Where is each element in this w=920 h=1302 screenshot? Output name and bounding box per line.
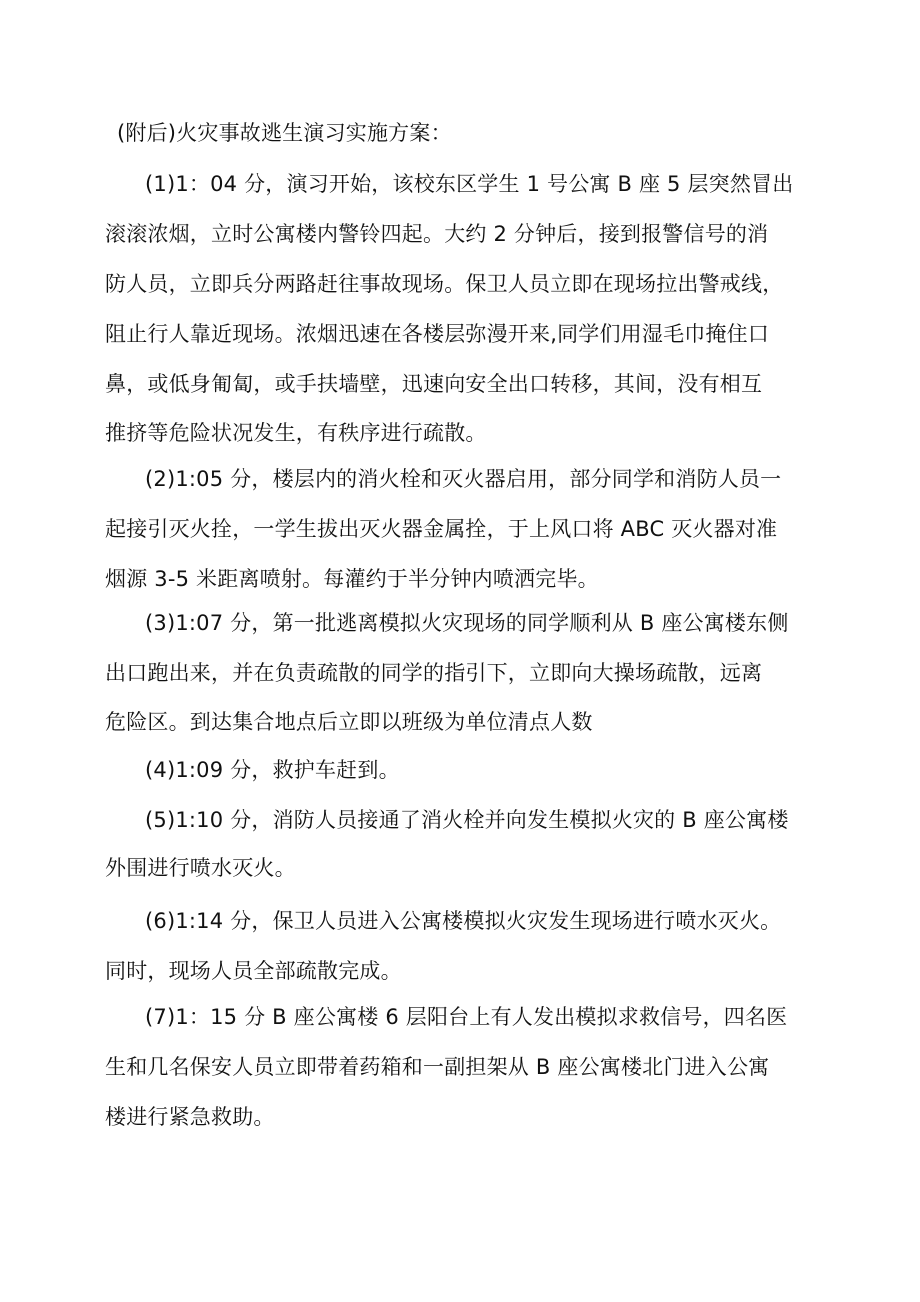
paragraph-line: (6)1:14 分，保卫人员进入公寓楼模拟火灾发生现场进行喷水灭火。 xyxy=(145,909,782,933)
paragraph-line: 楼进行紧急救助。 xyxy=(105,1105,275,1129)
paragraph-line: 阻止行人靠近现场。浓烟迅速在各楼层弥漫开来,同学们用湿毛巾掩住口 xyxy=(105,322,770,346)
paragraph-line: 危险区。到达集合地点后立即以班级为单位清点人数 xyxy=(105,710,593,734)
paragraph-line: 同时，现场人员全部疏散完成。 xyxy=(105,959,402,983)
document-heading: (附后)火灾事故逃生演习实施方案： xyxy=(117,121,452,145)
paragraph-line: (2)1:05 分，楼层内的消火栓和灭火器启用，部分同学和消防人员一 xyxy=(145,467,782,491)
paragraph-line: (4)1:09 分，救护车赶到。 xyxy=(145,758,400,782)
paragraph-line: 生和几名保安人员立即带着药箱和一副担架从 B 座公寓楼北门进入公寓 xyxy=(105,1055,770,1079)
paragraph-line: 滚滚浓烟，立时公寓楼内警铃四起。大约 2 分钟后，接到报警信号的消 xyxy=(105,222,769,246)
paragraph-line: (1)1：04 分，演习开始，该校东区学生 1 号公寓 B 座 5 层突然冒出 xyxy=(145,172,794,196)
paragraph-line: 鼻，或低身匍匐，或手扶墙壁，迅速向安全出口转移，其间，没有相互 xyxy=(105,372,763,396)
paragraph-line: 推挤等危险状况发生，有秩序进行疏散。 xyxy=(105,421,487,445)
paragraph-line: (5)1:10 分，消防人员接通了消火栓并向发生模拟火灾的 B 座公寓楼 xyxy=(145,808,789,832)
paragraph-line: 烟源 3-5 米距离喷射。每灌约于半分钟内喷洒完毕。 xyxy=(105,567,599,591)
paragraph-line: 外围进行喷水灭火。 xyxy=(105,856,296,880)
paragraph-line: 出口跑出来，并在负责疏散的同学的指引下，立即向大操场疏散，远离 xyxy=(105,661,763,685)
paragraph-line: (7)1：15 分 B 座公寓楼 6 层阳台上有人发出模拟求救信号，四名医 xyxy=(145,1005,788,1029)
paragraph-line: 起接引灭火拴，一学生拔出灭火器金属拴，于上风口将 ABC 灭火器对准 xyxy=(105,517,778,541)
paragraph-line: (3)1:07 分，第一批逃离模拟火灾现场的同学顺利从 B 座公寓楼东侧 xyxy=(145,611,789,635)
paragraph-line: 防人员，立即兵分两路赶往事故现场。保卫人员立即在现场拉出警戒线， xyxy=(105,272,784,296)
